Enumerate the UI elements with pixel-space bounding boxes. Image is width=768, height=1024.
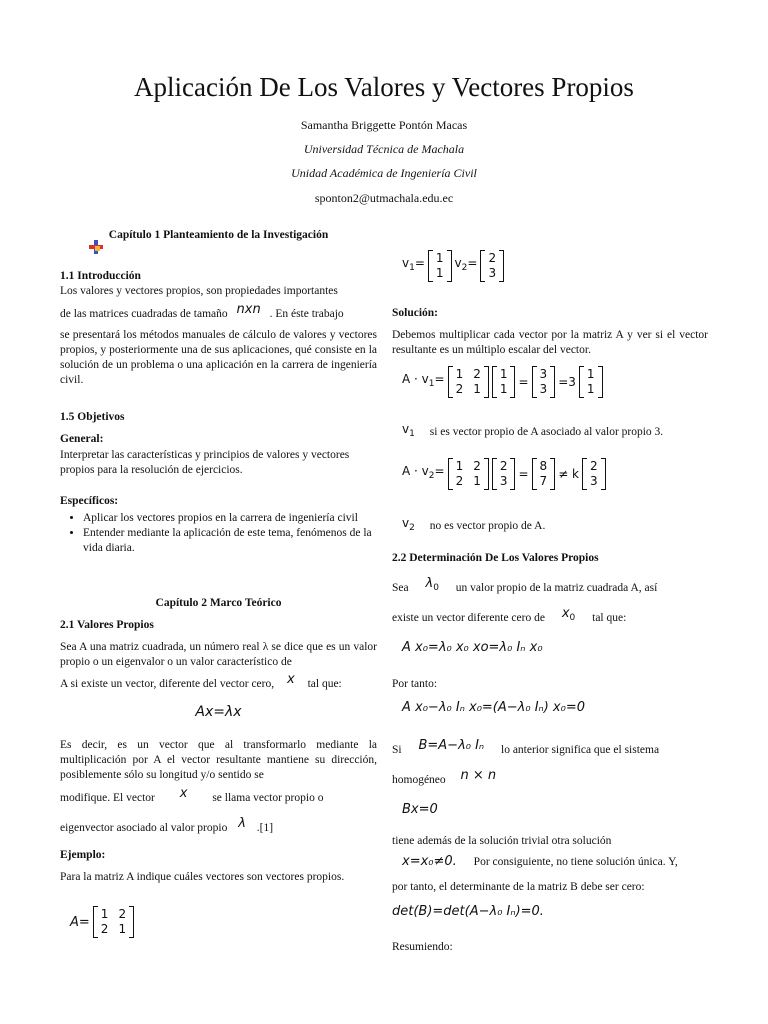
paper-title: Aplicación De Los Valores y Vectores Propios [134,72,634,102]
decir-text-d: eigenvector asociado al valor propio [60,822,228,834]
chapter-1-heading: Capítulo 1 Planteamiento de la Investigación [108,229,329,241]
n-times-n: n × n [460,768,497,783]
v1-sub: 1 [409,263,415,273]
objectives-list [60,511,377,556]
vector-cell: 3 [488,266,497,280]
equation-a-v2: $A \cdot v_2=$ 1 2 2 1 2 3 = 8 7 ≠ k 2 3 [402,458,718,490]
v2-sub: 2 [461,263,468,273]
equation-homogeneous: A x₀−λ₀ Iₙ x₀=(A−λ₀ Iₙ) x₀=0 [402,700,585,715]
determination-line-1: Sea $\lambda_0$ un valor propio de la matriz cuadrada A, así [392,576,658,594]
matrix-a [93,906,134,938]
equation-x-neq-0: x=x₀≠0. [402,854,457,869]
si-text-b: lo anterior significa que el sistema [501,744,660,756]
matrix-a-equation [70,906,387,938]
lambda0: λ [425,576,434,591]
matrix-cell: 1 [100,907,109,921]
v2-conclusion: $v_2$ no es vector propio de A. [402,516,546,533]
vp-text-c: tal que: [307,678,342,690]
equation-a-v1: $A \cdot v_1=$ 1 2 2 1 1 1 = 3 3 =3 1 1 [402,366,718,398]
vector-v1-scaled: 1 1 [579,366,603,398]
ejemplo-text: Para la matriz A indique cuáles vectores son vectores propios. [60,871,345,883]
objective-item: • Entender mediante la aplicación de este tema, fenómenos de la vida diaria. [83,526,377,556]
general-text: Interpretar las características y principios de valores y vectores propios para la resolución de ejercicios. [60,449,350,476]
matrix-cell: 2 [118,907,127,921]
citation-ref: .[1] [256,822,274,834]
si-line [392,738,708,758]
decir-text-c: se llama vector propio o [212,792,324,804]
explanation-line-lambda [60,816,377,836]
intro-nxn: nxn [236,302,261,317]
vector-v1-copy: 1 1 [492,366,516,398]
explanation-paragraph: Es decir, es un vector que al transformarlo mediante la multiplicación por A el vector resultante mantiene su dirección, posiblemente sólo su longitud y/o sentido se [60,739,377,781]
matrix-cell: 2 [100,922,109,936]
section-1-1-heading: 1.1 Introducción [60,270,141,282]
solucion-text: Debemos multiplicar cada vector por la matriz A y ver si el vector resultante es un múltiplo escalar del vector. [392,329,708,356]
especificos-heading: Específicos: [60,495,119,507]
eigenvalue-condition [60,672,377,692]
v2-label: v [454,256,462,270]
homogeneo-text: homogéneo [392,774,446,786]
intro-line-1: Los valores y vectores propios, son propiedades importantes [60,285,338,297]
tiene-text-b: Por consiguiente, no tiene solución única. Y, [473,856,678,868]
det-text-a: un valor propio de la matriz cuadrada A, así [455,582,658,594]
si-text: Si [392,744,402,756]
intro-text-b: de las matrices cuadradas de tamaño [60,308,228,320]
general-heading: General: [60,433,104,445]
determination-line-2: existe un vector diferente cero de $x_0$ tal que: [392,606,627,624]
var-x-2: x [179,786,188,801]
homogeneo-line [392,768,708,788]
vector-cell: 1 [435,266,444,280]
section-1-5-heading: 1.5 Objetivos [60,411,125,423]
eigenvalue-definition: Sea A una matriz cuadrada, un número real λ se dice que es un valor propio o un eigenvalor o un valor característico de [60,641,377,668]
vector-cell: 1 [435,251,444,265]
equation-bx0: Bx=0 [402,802,438,817]
vp-text-b: A si existe un vector, diferente del vector cero, [60,678,275,690]
email: sponton2@utmachala.edu.ec [314,191,454,205]
v1-note: si es vector propio de A asociado al valor propio 3. [429,426,664,438]
intro-text-c: . En éste trabajo [269,308,344,320]
bracket-right [129,906,134,938]
resumiendo: Resumiendo: [392,941,453,953]
eq2-lhs: A · v [402,464,429,478]
not-equal-k: ≠ k [558,466,580,481]
ejemplo-heading: Ejemplo: [60,849,106,861]
intro-line-2 [60,302,377,322]
eq1-lhs: A · v [402,372,429,386]
scalar-3: =3 [558,374,576,389]
det-text-c: tal que: [592,612,627,624]
academic-unit: Unidad Académica de Ingeniería Civil [291,166,477,180]
vector-v2 [480,250,504,282]
section-2-2-heading: 2.2 Determinación De Los Valores Propios [392,552,599,564]
tiene-line-1: tiene además de la solución trivial otra solución [392,835,612,847]
vectors-definition: $v_1=$ 1 1 $v_2=$ 2 3 [402,250,718,282]
vector-v1 [428,250,452,282]
v2-note: no es vector propio de A. [429,520,546,532]
equation-b-def: B=A−λ₀ Iₙ [418,738,485,753]
objective-item: • Aplicar los vectores propios en la carrera de ingeniería civil [83,511,377,526]
chapter-2-heading: Capítulo 2 Marco Teórico [155,597,282,609]
v1-label: v [402,256,410,270]
author: Samantha Briggette Pontón Macas [300,118,468,132]
v1-conclusion: $v_1$ si es vector propio de A asociado al valor propio 3. [402,422,664,439]
result-vector-2: 8 7 [532,458,556,490]
por-tanto: Por tanto: [392,678,438,690]
var-lambda: λ [238,816,246,831]
var-x: x [287,672,295,687]
explanation-line-vector [60,786,377,806]
tiene-line-2 [392,854,708,870]
matrix-a-copy: 1 2 2 1 [448,366,489,398]
det-text-b: existe un vector diferente cero de [392,612,545,624]
decir-text-b: modifique. El vector [60,792,155,804]
x0: x [561,606,570,621]
vector-cell: 2 [488,251,497,265]
det-sea: Sea [392,582,409,594]
matrix-a-label: A= [70,914,90,930]
equation-determinant: det(B)=det(A−λ₀ Iₙ)=0. [392,904,544,919]
tiene-line-3: por tanto, el determinante de la matriz B debe ser cero: [392,881,645,893]
university: Universidad Técnica de Machala [303,142,465,156]
section-2-1-heading: 2.1 Valores Propios [60,619,154,631]
equation-ax-lambda-x: Ax=λx [195,704,242,720]
solucion-heading: Solución: [392,307,439,319]
intro-paragraph: se presentará los métodos manuales de cálculo de valores y vectores propios, y posteriormente una de sus aplicaciones, qué consiste en la solución de un problema o una aplicación en la carrera de ingeniería civil. [60,329,377,386]
matrix-cell: 1 [118,922,127,936]
equation-ax0: A x₀=λ₀ x₀ xo=λ₀ Iₙ x₀ [402,640,543,655]
result-vector-1: 3 3 [532,366,556,398]
